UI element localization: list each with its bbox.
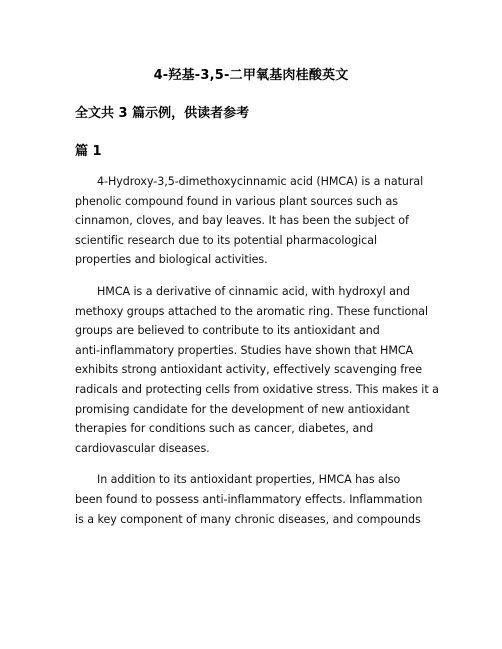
text-line: phenolic compound found in various plant sources such as [75, 194, 398, 208]
text-line: anti-inflammatory properties. Studies have shown that HMCA [75, 343, 414, 357]
text-line: groups are believed to contribute to its antioxidant and [75, 324, 380, 338]
text-line: scientific research due to its potential pharmacological [75, 233, 377, 247]
text-line: cinnamon, cloves, and bay leaves. It has been the subject of [75, 214, 409, 228]
text-line: radicals and protecting cells from oxidative stress. This makes it a [75, 382, 439, 396]
text-line: promising candidate for the development of new antioxidant [75, 402, 410, 416]
paragraph-2 [75, 282, 439, 458]
text-line: In addition to its antioxidant properties, HMCA has also [97, 473, 401, 487]
paragraph-3 [75, 470, 427, 529]
document-body [75, 172, 439, 541]
text-line: cardiovascular diseases. [75, 441, 210, 455]
document-title: 4-羟基-3,5-二甲氧基肉桂酸英文 [153, 68, 349, 83]
text-line: been found to possess anti-inflammatory effects. Inflammation [75, 492, 423, 506]
section-heading: 篇 1 [75, 144, 102, 159]
text-line: exhibits strong antioxidant activity, effectively scavenging free [75, 363, 422, 377]
text-line: methoxy groups attached to the aromatic ring. These functional [75, 304, 429, 318]
text-line: therapies for conditions such as cancer, diabetes, and [75, 422, 374, 436]
text-line: 4-Hydroxy-3,5-dimethoxycinnamic acid (HMCA) is a natural [97, 175, 424, 188]
text-line: is a key component of many chronic diseases, and compounds [75, 512, 421, 526]
paragraph-1 [75, 172, 427, 270]
text-line: HMCA is a derivative of cinnamic acid, with hydroxyl and [97, 284, 410, 298]
text-line: properties and biological activities. [75, 253, 268, 267]
document-subtitle: 全文共 3 篇示例，供读者参考 [75, 106, 250, 121]
